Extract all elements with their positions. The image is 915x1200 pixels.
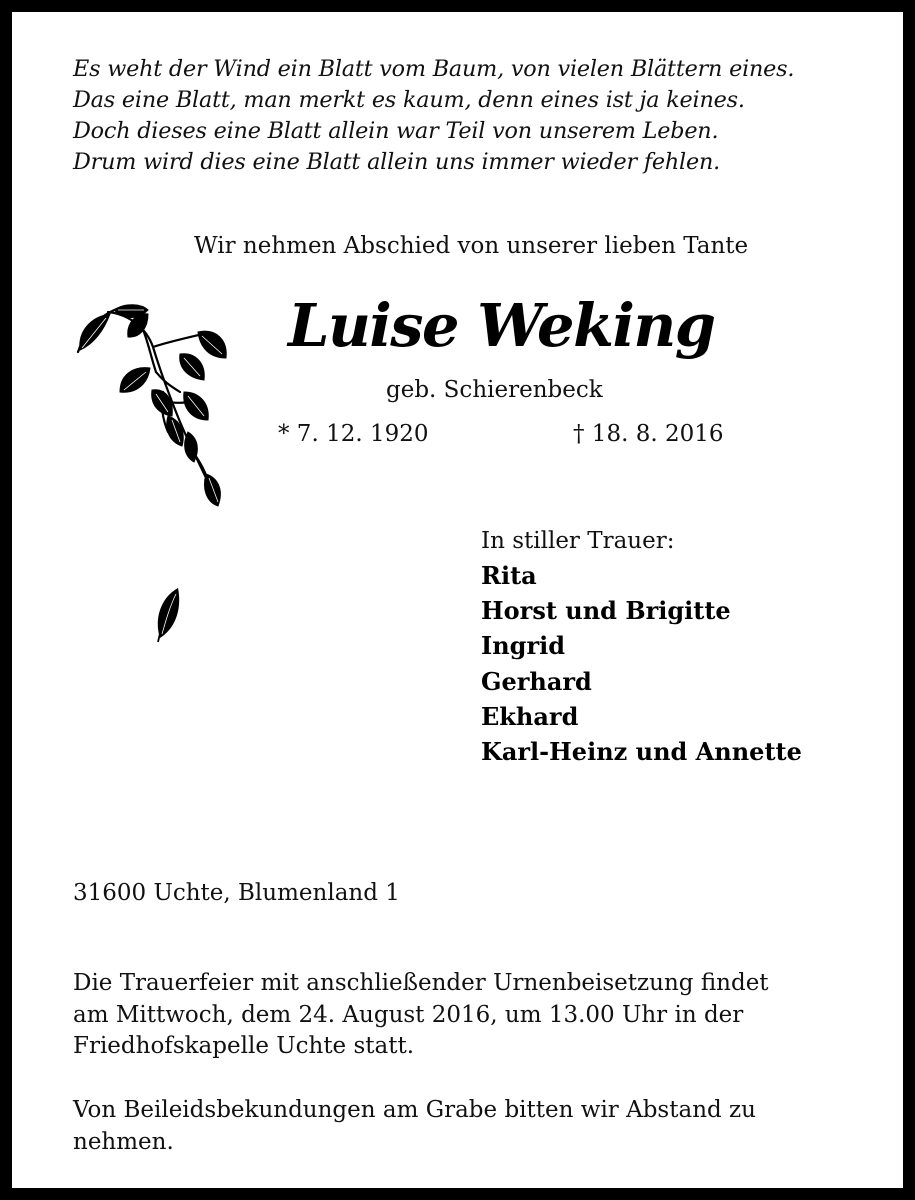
- mourner-name: Karl-Heinz und Annette: [481, 737, 802, 767]
- address: 31600 Uchte, Blumenland 1: [73, 880, 400, 906]
- poem-line: Drum wird dies eine Blatt allein uns immer wieder fehlen.: [73, 149, 721, 175]
- falling-leaf-icon: [148, 580, 188, 644]
- mourners-list: [481, 524, 802, 769]
- funeral-notice-line: Friedhofskapelle Uchte statt.: [73, 1033, 415, 1059]
- condolence-notice-line: Von Beileidsbekundungen am Grabe bitten wir Abstand zu: [73, 1097, 756, 1123]
- funeral-notice-line: Die Trauerfeier mit anschließender Urnenbeisetzung findet: [73, 970, 769, 996]
- deceased-name: Luise Weking: [288, 291, 715, 360]
- poem-line: Doch dieses eine Blatt allein war Teil von unserem Leben.: [73, 118, 719, 144]
- mourner-name: Rita: [481, 561, 537, 590]
- mourners-heading: In stiller Trauer:: [481, 528, 675, 554]
- death-date: † 18. 8. 2016: [573, 421, 724, 447]
- poem: [73, 54, 893, 178]
- farewell-line: Wir nehmen Abschied von unserer lieben Tante: [194, 233, 749, 259]
- funeral-notice-line: am Mittwoch, dem 24. August 2016, um 13.00 Uhr in der: [73, 1001, 744, 1028]
- mourner-name: Ingrid: [481, 631, 565, 661]
- poem-line: Es weht der Wind ein Blatt vom Baum, von vielen Blättern eines.: [73, 56, 795, 82]
- mourner-name: Gerhard: [481, 666, 592, 696]
- birth-date: * 7. 12. 1920: [278, 421, 429, 447]
- poem-line: Das eine Blatt, man merkt es kaum, denn eines ist ja keines.: [73, 87, 745, 113]
- birch-branch-icon: [68, 292, 238, 522]
- funeral-notice: [73, 968, 863, 1063]
- maiden-name: geb. Schierenbeck: [386, 377, 603, 403]
- mourner-name: Horst und Brigitte: [481, 596, 731, 626]
- condolence-notice: [73, 1095, 863, 1158]
- mourner-name: Ekhard: [481, 701, 579, 731]
- condolence-notice-line: nehmen.: [73, 1128, 174, 1155]
